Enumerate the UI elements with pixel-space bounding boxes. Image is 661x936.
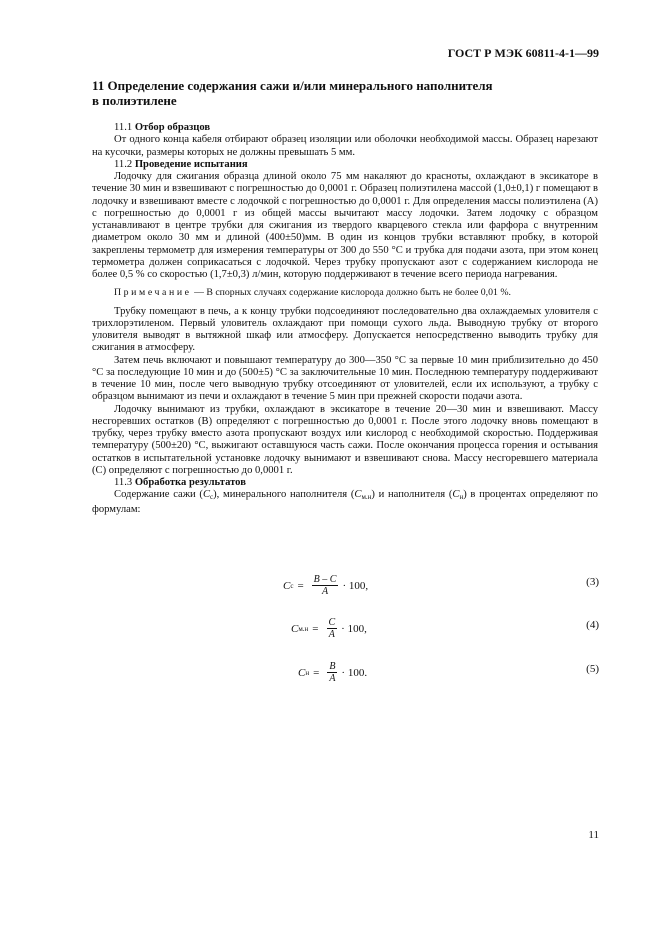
- section-title-line1: 11 Определение содержания сажи и/или минерального наполнителя: [92, 78, 493, 93]
- page-number: 11: [588, 829, 599, 841]
- document-header: ГОСТ Р МЭК 60811-4-1—99: [447, 46, 599, 60]
- paragraph-test-procedure-1: Лодочку для сжигания образца длиной около 75 мм накаляют до красноты, охлаждают в эксикаторе в течение 30 мин и взвешивают с погрешностью до 0,0001 г. Образец полиэтилена массой (1,0±0,1) г помещают в лодочку и взвешивают вместе с лодочкой с погрешностью до 0,0001 г. Для определения массы полиэтилена (А) с погрешностью до 0,0001 г из общей массы вычитают массу лодочки. Затем лодочку с образцом устанавливают в центре трубки для сжигания из твердого кварцевого стекла или фарфора с внутренним диаметром около 30 мм и длиной (400±50)мм. В один из концов трубки вставляют пробку, в которой закреплены термометр для измерения температуры от 300 до 550 °С и трубка для подачи азота, при этом конец термометра должен соприкасаться с лодочкой. Через трубку пропускают азот с содержанием кислорода не более 0,5 % со скоростью (1,7±0,3) л/мин, которую поддерживают в течение всего периода нагревания.: [92, 171, 598, 280]
- paragraph-sampling: От одного конца кабеля отбирают образец изоляции или оболочки необходимой массы. Образец нарезают на кусочки, размеры которых не должны превышать 5 мм.: [92, 134, 598, 158]
- subsection-number: 11.3: [114, 477, 133, 488]
- subsection-heading-11-3: [92, 477, 598, 489]
- note-label: Примечание: [114, 287, 192, 299]
- subsection-title: Отбор образцов: [134, 122, 211, 133]
- section-title-line2: в полиэтилене: [92, 93, 177, 108]
- subsection-title: Проведение испытания: [134, 158, 248, 170]
- subsection-number: 11.2: [114, 158, 133, 170]
- note-text: — В спорных случаях содержание кислорода должно быть не более 0,01 %.: [191, 287, 511, 299]
- paragraph-test-procedure-2: Трубку помещают в печь, а к концу трубки подсоединяют последовательно два охлаждаемых уловителя с трихлорэтиленом. Первый уловитель охлаждают при помощи сухого льда. Выводную трубку от второго уловителя выводят в вытяжной шкаф или атмосферу. Допускается непосредственно выводить трубку для сжигания в атмосферу.: [92, 305, 598, 354]
- document-body: [92, 122, 598, 516]
- subsection-number: 11.1: [114, 122, 133, 133]
- equation-number: (3): [586, 576, 599, 588]
- paragraph-test-procedure-3: Затем печь включают и повышают температуру до 300—350 °С за первые 10 мин приблизительно до 450 °С за последующие 10 мин и до (500±5) °С за заключительные 10 мин. Последнюю температуру поддерживают в течение 10 мин, после чего выводную трубку отсоединяют от уловителей, если их используют, а трубку с образцом вынимают из печи и охлаждают в течение 5 мин при прежней скорости подачи азота.: [92, 354, 598, 403]
- formula-4: С м.н = $\frac{С}{А}$ · 100, (4): [291, 617, 599, 640]
- note: [92, 287, 598, 299]
- paragraph-test-procedure-4: Лодочку вынимают из трубки, охлаждают в эксикаторе в течение 20—30 мин и взвешивают. Массу несгоревших остатков (В) определяют с погрешностью до 0,0001 г. После этого лодочку вновь помещают в трубку, через трубку вместо азота пропускают воздух или кислород с необходимой скоростью. Поддерживая температуру (500±20) °С, выжигают оставшуюся часть сажи. После окончания процесса горения и остывания остатков в испытательной установке лодочку вынимают и взвешивают снова. Массу несгоревшего материала (С) определяют с погрешностью до 0,0001 г.: [92, 403, 598, 476]
- section-title: [92, 78, 562, 108]
- formula-5: С н = $\frac{В}{А}$ · 100. (5): [298, 661, 599, 684]
- equation-number: (4): [586, 619, 599, 631]
- subsection-title: Обработка результатов: [134, 477, 246, 488]
- subsection-heading-11-2: [92, 159, 598, 171]
- subsection-heading-11-1: [92, 122, 598, 134]
- formula-3: С с = $\frac{В - С}{А}$ · 100, (3): [283, 574, 599, 597]
- equation-number: (5): [586, 663, 599, 675]
- paragraph-results-intro: Содержание сажи $(С_с)$, минерального наполнителя $(С_{м.н})$ и наполнителя $(С_н)$ в процентах определяют по формулам:: [92, 489, 598, 515]
